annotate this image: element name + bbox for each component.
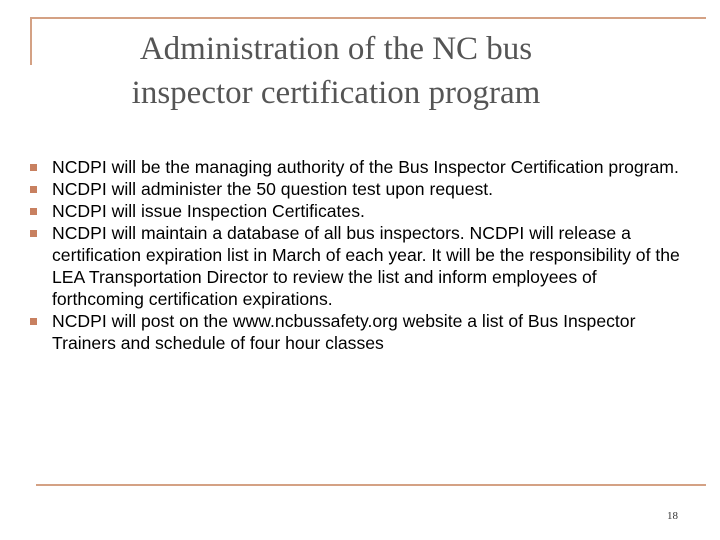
title-frame-top-line — [30, 17, 706, 19]
bullet-text: NCDPI will issue Inspection Certificates. — [52, 201, 365, 221]
bullet-item — [30, 222, 690, 310]
bullet-text: NCDPI will be the managing authority of the Bus Inspector Certification program. — [52, 157, 679, 177]
square-bullet-icon — [30, 318, 37, 325]
title-frame-left-line — [30, 17, 32, 65]
bullet-text: NCDPI will post on the www.ncbussafety.org website a list of Bus Inspector Trainers and schedule of four hour classes — [52, 311, 636, 353]
slide-title-line-1: Administration of the NC bus — [139, 31, 533, 67]
bullet-item — [30, 310, 690, 354]
bullet-item — [30, 156, 690, 178]
slide-title-line-2: inspector certification program — [131, 75, 541, 111]
bullet-item — [30, 200, 690, 222]
footer-divider — [36, 484, 706, 486]
page-number: 18 — [667, 510, 678, 522]
bullet-text: NCDPI will administer the 50 question test upon request. — [52, 179, 494, 199]
slide-title — [36, 27, 636, 115]
bullet-text: NCDPI will maintain a database of all bus inspectors. NCDPI will release a certification expiration list in March of each year. It will be the responsibility of the LEA Transportation Director to review the list and inform employees of forthcoming certification expirations. — [52, 223, 680, 309]
bullet-item — [30, 178, 690, 200]
bullet-list — [30, 156, 690, 354]
square-bullet-icon — [30, 186, 37, 193]
square-bullet-icon — [30, 164, 37, 171]
square-bullet-icon — [30, 230, 37, 237]
square-bullet-icon — [30, 208, 37, 215]
